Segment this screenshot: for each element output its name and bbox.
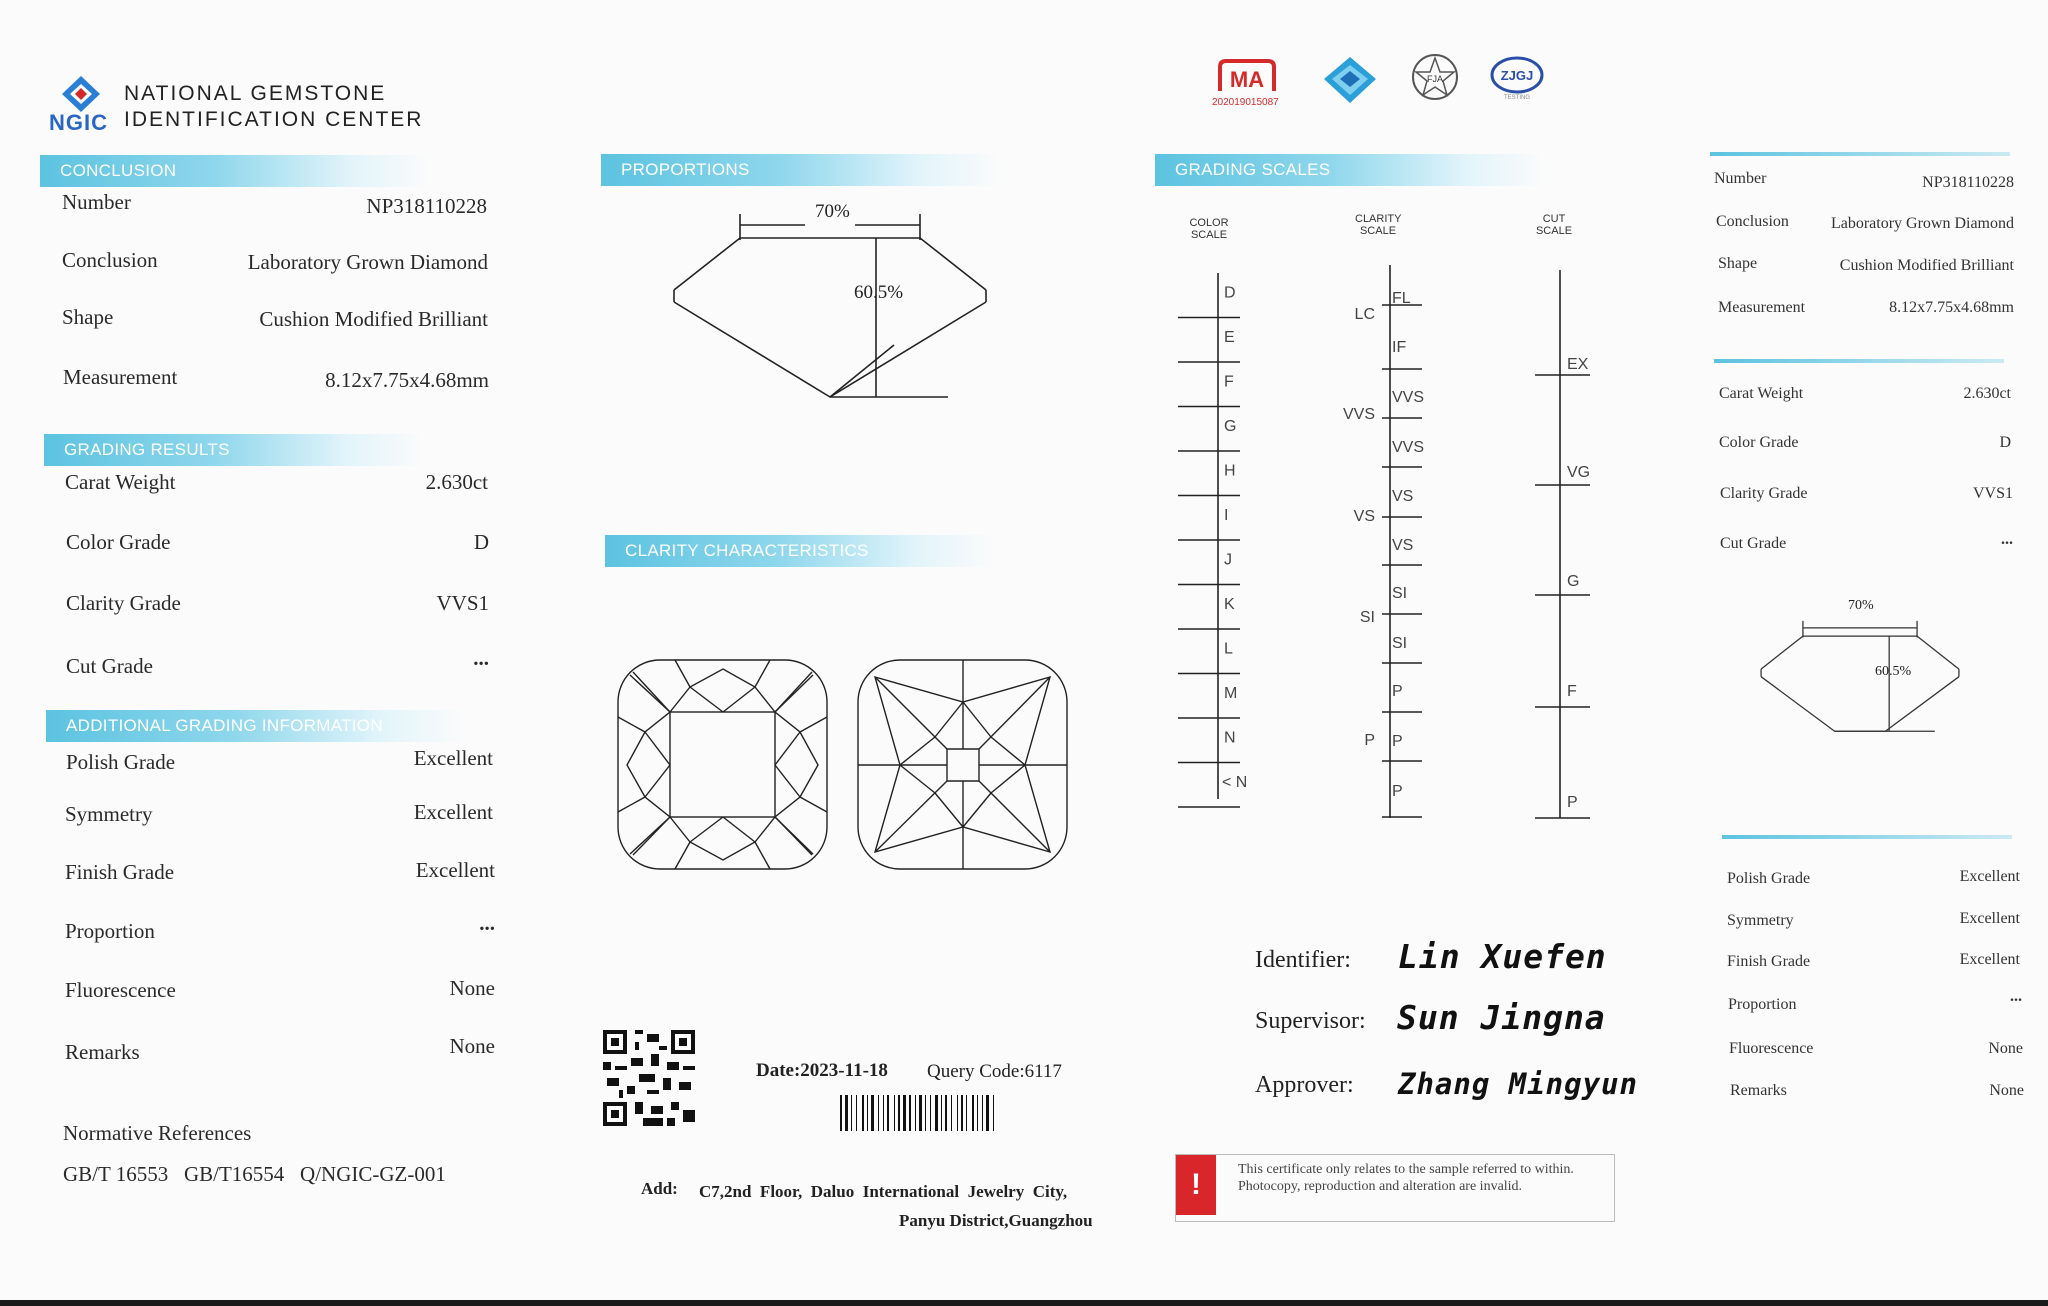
summary-rule-top xyxy=(1710,152,2010,156)
barcode-bar xyxy=(887,1095,889,1131)
barcode-bar xyxy=(856,1095,857,1131)
grading-scales-band: GRADING SCALES xyxy=(1155,154,1545,186)
clarity-band: CLARITY CHARACTERISTICS xyxy=(605,535,995,567)
disclaimer-text: This certificate only relates to the sample referred to within. Photocopy, reproduction and alteration are invalid. xyxy=(1238,1162,1574,1194)
clarity-grade-label: IF xyxy=(1392,339,1407,356)
color-scale-title: COLOR SCALE xyxy=(1189,217,1229,241)
proportions-band: PROPORTIONS xyxy=(601,154,1001,186)
row-value: 8.12x7.75x4.68mm xyxy=(1889,299,2014,316)
row-label: Finish Grade xyxy=(65,860,175,884)
row-value: None xyxy=(449,1034,495,1058)
row-label: Remarks xyxy=(65,1040,140,1064)
row-label: Cut Grade xyxy=(66,654,153,678)
color-grade-label: I xyxy=(1224,507,1229,524)
row-label: Polish Grade xyxy=(1727,870,1811,887)
normative-refs: GB/T 16553 GB/T16554 Q/NGIC-GZ-001 xyxy=(63,1162,446,1186)
row-value: Excellent xyxy=(413,746,493,770)
row-value: None xyxy=(1988,1040,2023,1057)
row-value: 8.12x7.75x4.68mm xyxy=(325,368,489,392)
row-label: Conclusion xyxy=(1716,213,1789,230)
barcode-bar xyxy=(845,1095,848,1131)
zjgj-seal-icon xyxy=(1490,55,1545,100)
row-label: Shape xyxy=(1718,255,1758,272)
color-grade-label: < N xyxy=(1222,774,1248,791)
row-value: Cushion Modified Brilliant xyxy=(259,307,488,331)
logo-abbr: NGIC xyxy=(49,110,108,135)
clarity-grade-label: VS xyxy=(1392,488,1414,505)
row-label: Color Grade xyxy=(66,530,171,554)
row-label: Clarity Grade xyxy=(66,591,181,615)
row-label: Measurement xyxy=(1718,299,1806,316)
row-value: 2.630ct xyxy=(1963,385,2011,402)
row-label: Carat Weight xyxy=(65,470,176,494)
color-grade-label: F xyxy=(1224,373,1234,391)
normative-title: Normative References xyxy=(63,1121,252,1145)
color-grade-label: E xyxy=(1224,329,1235,346)
color-grade-label: H xyxy=(1224,462,1236,480)
color-grade-label: G xyxy=(1224,418,1237,435)
clarity-grade-label: SI xyxy=(1392,585,1408,602)
color-grade-label: K xyxy=(1224,596,1235,613)
clarity-grade-label: VVS xyxy=(1392,439,1425,456)
summary-table-percent: 70% xyxy=(1848,598,1874,613)
barcode-bar xyxy=(966,1095,967,1131)
clarity-grade-label: P xyxy=(1392,783,1403,800)
color-grade-label: M xyxy=(1224,685,1238,702)
barcode-bar xyxy=(903,1095,906,1131)
row-value: D xyxy=(1999,434,2011,451)
cma-code: 202019015087 xyxy=(1212,97,1279,108)
row-value: ... xyxy=(2001,531,2013,548)
proportion-diagram xyxy=(670,200,990,405)
row-value: Excellent xyxy=(1959,868,2020,885)
barcode-bar xyxy=(862,1095,864,1131)
fja-seal-icon xyxy=(1410,52,1460,102)
grading-scales-chart xyxy=(1150,265,1620,825)
row-label: Measurement xyxy=(63,365,178,389)
barcode-bar xyxy=(840,1095,842,1131)
svg-text:MA: MA xyxy=(1229,67,1265,92)
row-label: Carat Weight xyxy=(1719,385,1804,402)
barcode-bar xyxy=(935,1095,938,1131)
issue-date: Date:2023-11-18 xyxy=(756,1060,888,1081)
row-value: VVS1 xyxy=(436,591,489,615)
barcode-bar xyxy=(909,1095,911,1131)
clarity-grade-label: VVS xyxy=(1392,389,1425,406)
row-value: None xyxy=(449,976,495,1000)
diamond-mark-icon xyxy=(1320,55,1380,105)
cut-grade-label: F xyxy=(1567,683,1577,700)
grading-results-band: GRADING RESULTS xyxy=(44,434,424,466)
color-grade-label: J xyxy=(1224,551,1232,569)
row-label: Remarks xyxy=(1730,1082,1787,1099)
summary-rule-mid xyxy=(1714,359,2004,363)
row-label: Symmetry xyxy=(1727,912,1794,929)
table-percent: 70% xyxy=(815,201,850,222)
row-label: Proportion xyxy=(65,919,155,943)
barcode-bar xyxy=(951,1095,952,1131)
row-label: Fluorescence xyxy=(1729,1040,1814,1057)
barcode-bar xyxy=(945,1095,947,1131)
clarity-scale-title: CLARITY SCALE xyxy=(1355,213,1402,237)
cut-grade-label: EX xyxy=(1567,356,1589,373)
identifier-label: Identifier: xyxy=(1255,947,1351,973)
row-value: Laboratory Grown Diamond xyxy=(1830,215,2014,232)
barcode-bar xyxy=(871,1095,874,1131)
approver-label: Approver: xyxy=(1255,1072,1354,1098)
row-label: Cut Grade xyxy=(1720,535,1787,552)
row-label: Finish Grade xyxy=(1727,953,1811,970)
address-line2: Panyu District,Guangzhou xyxy=(899,1211,1093,1230)
clarity-grade-label: P xyxy=(1392,683,1403,700)
barcode-bar xyxy=(977,1095,978,1131)
conclusion-band: CONCLUSION xyxy=(40,155,430,187)
svg-text:FJA: FJA xyxy=(1426,74,1444,84)
clarity-group-label: SI xyxy=(1359,609,1375,626)
barcode-bar xyxy=(957,1095,958,1131)
barcode-bar xyxy=(972,1095,974,1131)
barcode-bar xyxy=(919,1095,922,1131)
cut-grade-label: G xyxy=(1567,573,1580,590)
color-grade-label: D xyxy=(1224,284,1236,302)
row-value: NP318110228 xyxy=(1922,174,2014,191)
row-value: Cushion Modified Brilliant xyxy=(1839,257,2014,274)
additional-info-band: ADDITIONAL GRADING INFORMATION xyxy=(46,710,466,742)
supervisor-signature: Sun Jingna xyxy=(1397,998,1606,1037)
org-name-line1: NATIONAL GEMSTONE xyxy=(124,82,387,105)
clarity-group-label: LC xyxy=(1354,306,1375,323)
row-value: ... xyxy=(473,646,489,670)
barcode-bar xyxy=(982,1095,983,1131)
barcode-bar xyxy=(941,1095,942,1131)
clarity-group-label: VS xyxy=(1353,508,1375,525)
color-grade-label: N xyxy=(1224,729,1236,747)
qr-code[interactable] xyxy=(603,1030,695,1126)
row-value: Excellent xyxy=(1959,951,2020,968)
cut-scale-title: CUT SCALE xyxy=(1535,213,1573,237)
barcode-bar xyxy=(986,1095,989,1131)
barcode xyxy=(838,1095,1080,1131)
summary-rule-bottom xyxy=(1722,835,2012,839)
row-label: Shape xyxy=(62,305,114,329)
barcode-bar xyxy=(883,1095,884,1131)
cushion-crown-diagram xyxy=(615,657,830,872)
barcode-bar xyxy=(898,1095,900,1131)
row-value: Laboratory Grown Diamond xyxy=(247,250,488,274)
barcode-bar xyxy=(867,1095,868,1131)
row-value: VVS1 xyxy=(1972,485,2013,502)
row-label: Fluorescence xyxy=(65,978,176,1002)
row-value: 2.630ct xyxy=(425,470,488,494)
ngic-logo-icon xyxy=(56,74,106,114)
svg-text:TESTING: TESTING xyxy=(1503,95,1531,100)
query-code: Query Code:6117 xyxy=(927,1061,1062,1082)
clarity-grade-label: SI xyxy=(1392,635,1408,652)
barcode-bar xyxy=(930,1095,931,1131)
svg-text:ZJGJ: ZJGJ xyxy=(1500,68,1534,83)
clarity-grade-label: FL xyxy=(1392,290,1411,307)
depth-percent: 60.5% xyxy=(854,282,904,303)
summary-depth-percent: 60.5% xyxy=(1875,664,1912,679)
clarity-grade-label: VS xyxy=(1392,537,1414,554)
identifier-signature: Lin Xuefen xyxy=(1398,937,1607,976)
barcode-bar xyxy=(925,1095,926,1131)
supervisor-label: Supervisor: xyxy=(1255,1008,1366,1034)
address-line1: C7,2nd Floor, Daluo International Jewelry City, xyxy=(699,1182,1068,1201)
color-grade-label: L xyxy=(1224,640,1233,658)
cut-grade-label: VG xyxy=(1567,464,1591,481)
barcode-bar xyxy=(894,1095,895,1131)
row-label: Conclusion xyxy=(62,248,158,272)
cushion-pavilion-diagram xyxy=(855,657,1070,872)
row-value: Excellent xyxy=(413,800,493,824)
warning-icon: ! xyxy=(1176,1155,1216,1215)
row-value: NP318110228 xyxy=(366,194,487,218)
barcode-bar xyxy=(851,1095,852,1131)
address-label: Add: xyxy=(641,1179,678,1198)
row-value: ... xyxy=(479,911,495,935)
clarity-group-label: VVS xyxy=(1342,406,1375,423)
barcode-bar xyxy=(915,1095,916,1131)
row-label: Polish Grade xyxy=(66,750,176,774)
row-label: Proportion xyxy=(1728,996,1797,1013)
row-label: Color Grade xyxy=(1719,434,1799,451)
cut-grade-label: P xyxy=(1567,794,1578,811)
org-name-line2: IDENTIFICATION CENTER xyxy=(124,108,424,131)
clarity-grade-label: P xyxy=(1392,733,1403,750)
summary-proportion-diagram xyxy=(1755,612,1965,742)
disclaimer-box xyxy=(1175,1154,1615,1222)
row-value: None xyxy=(1989,1082,2024,1099)
row-value: Excellent xyxy=(1959,910,2020,927)
approver-signature: Zhang Mingyun xyxy=(1398,1067,1638,1101)
row-label: Number xyxy=(62,190,131,214)
row-value: ... xyxy=(2010,988,2022,1005)
row-label: Symmetry xyxy=(65,802,153,826)
row-value: Excellent xyxy=(415,858,495,882)
row-label: Clarity Grade xyxy=(1720,485,1808,502)
barcode-bar xyxy=(878,1095,879,1131)
row-label: Number xyxy=(1714,170,1767,187)
barcode-bar xyxy=(993,1095,994,1131)
barcode-bar xyxy=(961,1095,963,1131)
clarity-group-label: P xyxy=(1364,732,1375,749)
row-value: D xyxy=(473,530,489,554)
